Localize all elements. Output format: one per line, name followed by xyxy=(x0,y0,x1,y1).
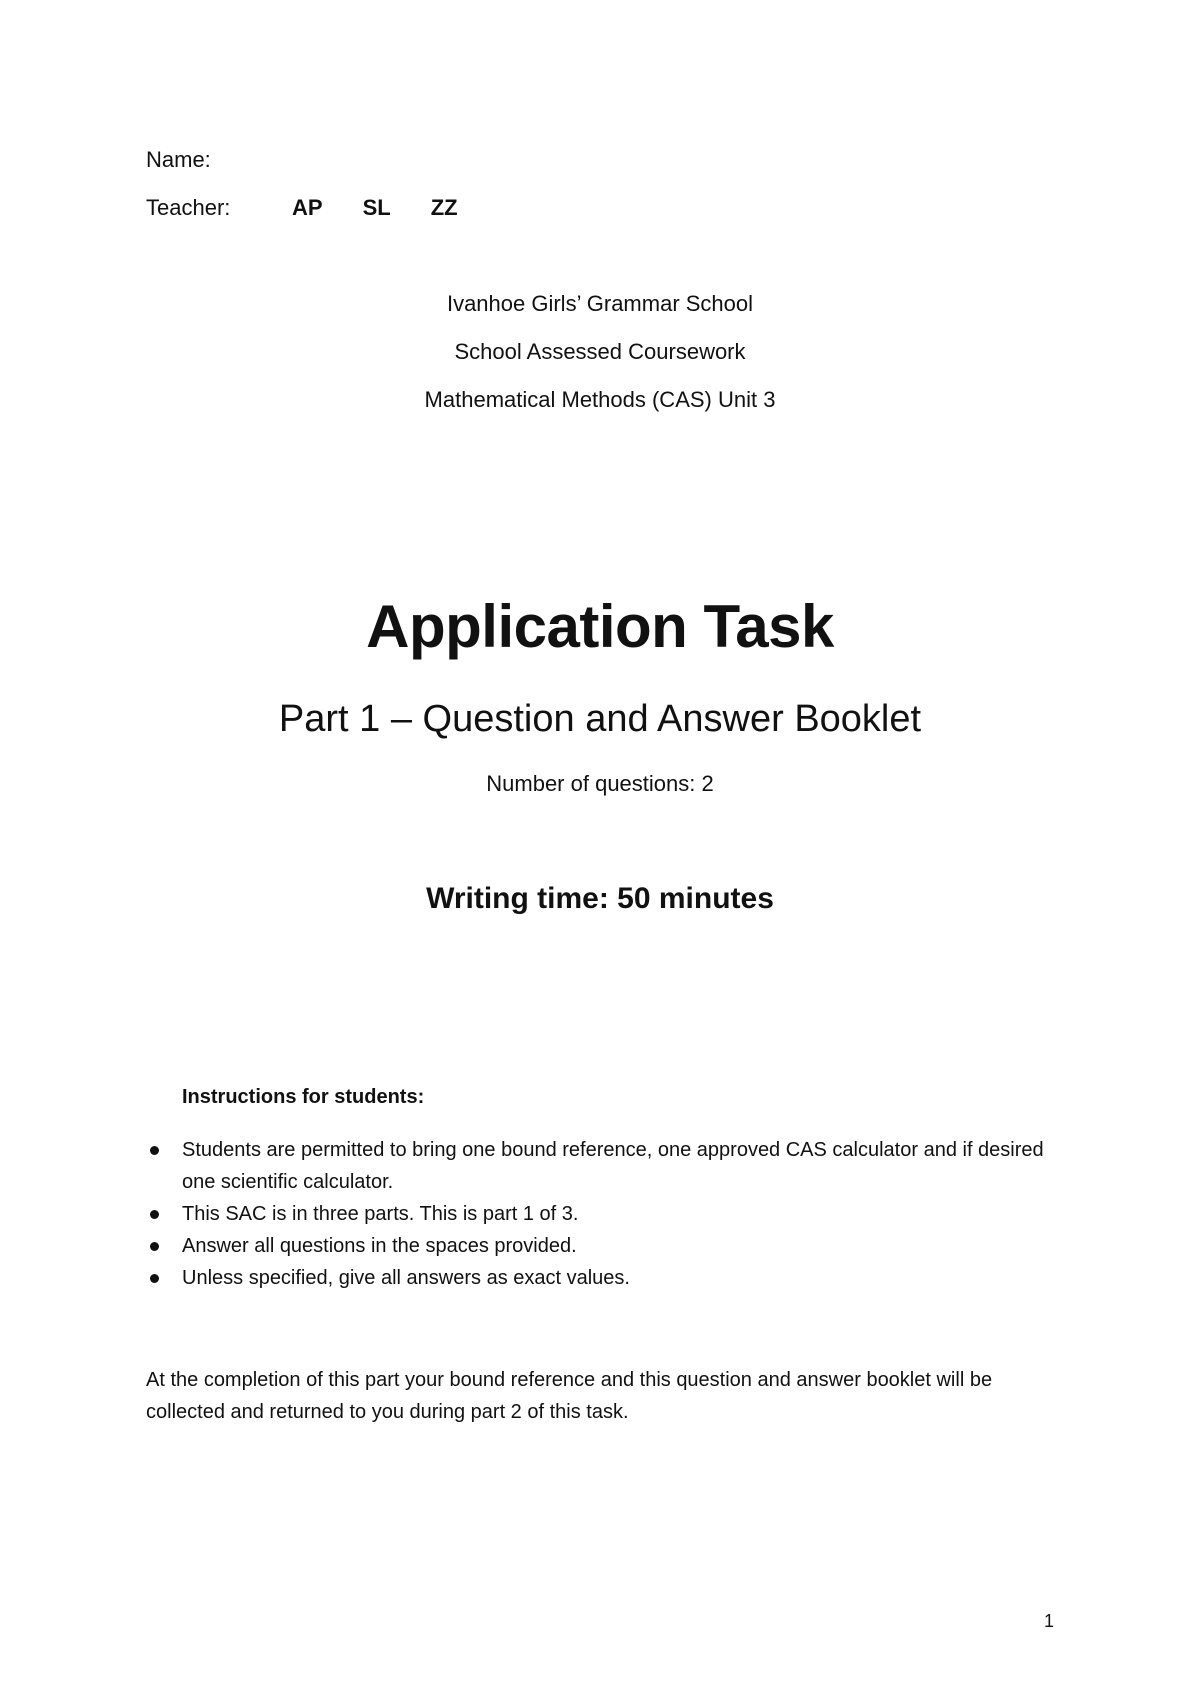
teacher-label: Teacher: xyxy=(146,195,231,220)
part-subtitle: Part 1 – Question and Answer Booklet xyxy=(278,698,922,740)
subject-name: Mathematical Methods (CAS) Unit 3 xyxy=(424,387,776,412)
list-item xyxy=(146,1230,1066,1262)
instruction-text: Unless specified, give all answers as exact values. xyxy=(182,1267,630,1289)
assessment-type: School Assessed Coursework xyxy=(454,339,746,364)
bullet-icon xyxy=(150,1274,159,1283)
school-name: Ivanhoe Girls’ Grammar School xyxy=(446,291,754,316)
list-item xyxy=(146,1198,1066,1230)
bullet-icon xyxy=(150,1146,159,1155)
teacher-code-ap: AP xyxy=(292,195,323,220)
instruction-text: Answer all questions in the spaces provided. xyxy=(182,1235,577,1257)
bullet-icon xyxy=(150,1210,159,1219)
name-field xyxy=(146,146,211,174)
instructions-list xyxy=(146,1134,1066,1294)
list-item xyxy=(146,1262,1066,1294)
list-item xyxy=(146,1134,1066,1198)
bullet-icon xyxy=(150,1242,159,1251)
writing-time: Writing time: 50 minutes xyxy=(426,882,774,915)
completion-note: At the completion of this part your bound reference and this question and answer booklet will be collected and returned to you during part 2 of this task. xyxy=(146,1369,993,1423)
teacher-field xyxy=(146,194,498,222)
question-count: Number of questions: 2 xyxy=(486,771,714,796)
instruction-text: This SAC is in three parts. This is part 1 of 3. xyxy=(182,1203,579,1225)
teacher-code-zz: ZZ xyxy=(430,195,458,220)
instructions-heading: Instructions for students: xyxy=(182,1086,425,1108)
teacher-code-sl: SL xyxy=(362,195,391,220)
page-title: Application Task xyxy=(366,593,834,660)
name-label: Name: xyxy=(146,147,211,172)
page-number: 1 xyxy=(1044,1611,1055,1631)
instruction-text: Students are permitted to bring one bound reference, one approved CAS calculator and if desired one scientific calculator. xyxy=(182,1139,1044,1193)
